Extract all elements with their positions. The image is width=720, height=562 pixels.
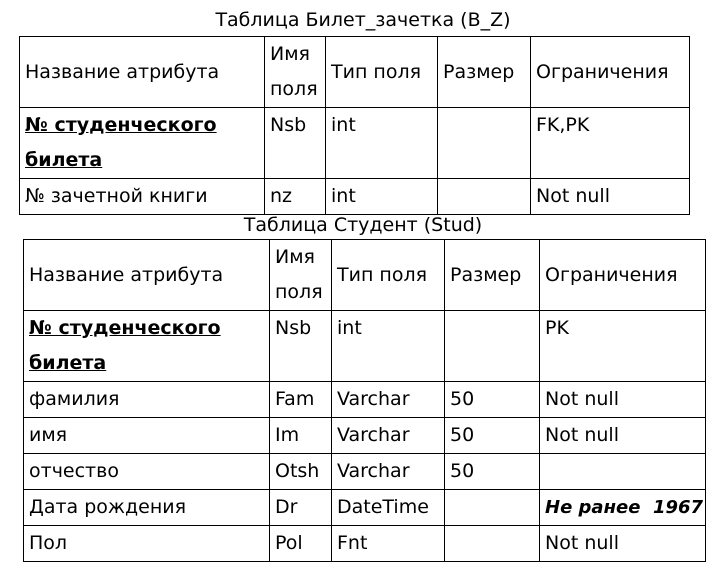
attribute-line2: билета: [29, 352, 107, 374]
header-field-type: Тип поля: [332, 240, 445, 311]
field-cell: Otsh: [270, 454, 332, 490]
size-cell: [445, 311, 540, 382]
field-cell: Fam: [270, 382, 332, 418]
field-cell: nz: [265, 179, 326, 215]
header-field-name-line2: поля: [275, 281, 323, 303]
table-row: [24, 526, 706, 562]
attribute-cell: Пол: [24, 526, 270, 562]
header-field-name-line1: Имя: [270, 43, 310, 65]
field-cell: Pol: [270, 526, 332, 562]
constraint-cell: Not null: [540, 418, 706, 454]
table-student: [23, 239, 706, 562]
attribute-cell: [20, 108, 265, 179]
constraint-cell: Not null: [540, 382, 706, 418]
table-header-row: [20, 37, 690, 108]
table-title-student: Таблица Студент (Stud): [243, 214, 483, 236]
header-field-name-line1: Имя: [275, 246, 315, 268]
table-row: [24, 454, 706, 490]
size-cell: [445, 490, 540, 526]
table-row: [24, 382, 706, 418]
attribute-line1: № студенческого: [25, 114, 217, 136]
header-field-name: [270, 240, 332, 311]
table-row: [20, 179, 690, 215]
attribute-line1: № студенческого: [29, 317, 221, 339]
type-cell: int: [326, 108, 438, 179]
constraint-cell: FK,PK: [531, 108, 690, 179]
header-field-name: [265, 37, 326, 108]
size-cell: 50: [445, 418, 540, 454]
header-constraints: Ограничения: [531, 37, 690, 108]
constraint-cell: Не ранее 1967: [540, 490, 706, 526]
header-field-type: Тип поля: [326, 37, 438, 108]
size-cell: [438, 108, 531, 179]
field-cell: Dr: [270, 490, 332, 526]
constraint-cell: [540, 454, 706, 490]
header-attribute: Название атрибута: [24, 240, 270, 311]
type-cell: int: [332, 311, 445, 382]
attribute-cell: [24, 311, 270, 382]
constraint-cell: Not null: [531, 179, 690, 215]
attribute-cell: фамилия: [24, 382, 270, 418]
constraint-cell: PK: [540, 311, 706, 382]
type-cell: Varchar: [332, 418, 445, 454]
field-cell: Nsb: [265, 108, 326, 179]
attribute-cell: Дата рождения: [24, 490, 270, 526]
table-row: [24, 311, 706, 382]
table-bilet-zachetka: [19, 36, 690, 215]
size-cell: [438, 179, 531, 215]
type-cell: Varchar: [332, 382, 445, 418]
header-constraints: Ограничения: [540, 240, 706, 311]
size-cell: 50: [445, 454, 540, 490]
type-cell: Varchar: [332, 454, 445, 490]
table-header-row: [24, 240, 706, 311]
attribute-cell: № зачетной книги: [20, 179, 265, 215]
constraint-cell: Not null: [540, 526, 706, 562]
table-title-bilet-zachetka: Таблица Билет_зачетка (B_Z): [215, 9, 511, 31]
type-cell: DateTime: [332, 490, 445, 526]
table-row: [24, 418, 706, 454]
field-cell: Im: [270, 418, 332, 454]
header-size: Размер: [438, 37, 531, 108]
attribute-cell: имя: [24, 418, 270, 454]
header-size: Размер: [445, 240, 540, 311]
header-field-name-line2: поля: [270, 78, 318, 100]
field-cell: Nsb: [270, 311, 332, 382]
type-cell: int: [326, 179, 438, 215]
header-attribute: Название атрибута: [20, 37, 265, 108]
size-cell: [445, 526, 540, 562]
type-cell: Fnt: [332, 526, 445, 562]
attribute-cell: отчество: [24, 454, 270, 490]
table-row: [20, 108, 690, 179]
table-row: [24, 490, 706, 526]
attribute-line2: билета: [25, 149, 103, 171]
size-cell: 50: [445, 382, 540, 418]
